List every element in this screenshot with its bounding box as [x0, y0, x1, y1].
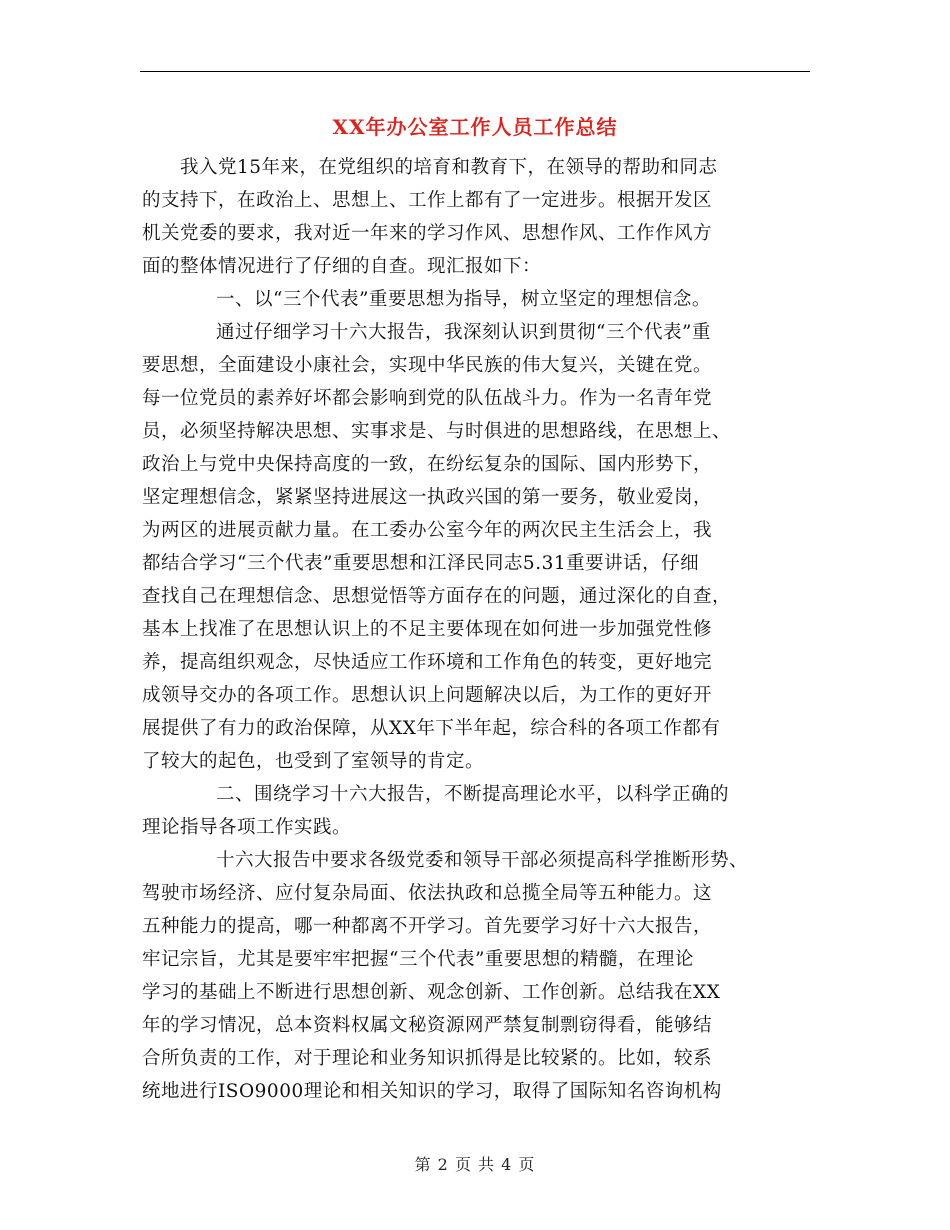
body-line: 通过仔细学习十六大报告，我深刻认识到贯彻“三个代表”重 — [216, 322, 711, 343]
body-line: 学习的基础上不断进行思想创新、观念创新、工作创新。总结我在XX — [142, 982, 721, 1003]
body-line: 五种能力的提高，哪一种都离不开学习。首先要学习好十六大报告， — [142, 916, 713, 937]
body-line: 坚定理想信念，紧紧坚持进展这一执政兴国的第一要务，敬业爱岗， — [142, 487, 713, 508]
body-line: 政治上与党中央保持高度的一致，在纷纭复杂的国际、国内形势下， — [142, 454, 713, 475]
body-line: 都结合学习“三个代表”重要思想和江泽民同志5.31重要讲话，仔细 — [142, 553, 700, 574]
body-line: 养，提高组织观念，尽快适应工作环境和工作角色的转变，更好地完 — [142, 652, 713, 673]
body-line: 成领导交办的各项工作。思想认识上问题解决以后，为工作的更好开 — [142, 685, 713, 706]
body-line: 我入党15年来，在党组织的培育和教育下，在领导的帮助和同志 — [180, 157, 718, 178]
header-rule — [140, 71, 810, 72]
section-heading: 一、以“三个代表”重要思想为指导，树立坚定的理想信念。 — [216, 289, 711, 310]
body-line: 了较大的起色，也受到了室领导的肯定。 — [142, 751, 485, 772]
page-number: 第 2 页 共 4 页 — [414, 1155, 536, 1174]
body-line: 基本上找准了在思想认识上的不足主要体现在如何进一步加强党性修 — [142, 619, 713, 640]
body-line: 要思想，全面建设小康社会，实现中华民族的伟大复兴，关键在党。 — [142, 355, 713, 376]
body-line: 为两区的进展贡献力量。在工委办公室今年的两次民主生活会上，我 — [142, 520, 713, 541]
body-line: 驾驶市场经济、应付复杂局面、依法执政和总揽全局等五种能力。这 — [142, 883, 713, 904]
section-heading: 二、围绕学习十六大报告，不断提高理论水平，以科学正确的 — [216, 784, 730, 805]
document-title: XX年办公室工作人员工作总结 — [332, 115, 618, 139]
section-heading-continued: 理论指导各项工作实践。 — [142, 817, 352, 838]
body-line: 的支持下，在政治上、思想上、工作上都有了一定进步。根据开发区 — [142, 190, 713, 211]
body-line: 牢记宗旨，尤其是要牢牢把握“三个代表”重要思想的精髓，在理论 — [142, 949, 694, 970]
body-line: 员，必须坚持解决思想、实事求是、与时俱进的思想路线，在思想上、 — [142, 421, 732, 442]
body-line: 统地进行ISO9000理论和相关知识的学习，取得了国际知名咨询机构 — [142, 1081, 722, 1102]
body-line: 查找自己在理想信念、思想觉悟等方面存在的问题，通过深化的自查， — [142, 586, 732, 607]
document-body — [142, 151, 812, 1108]
body-line: 十六大报告中要求各级党委和领导干部必须提高科学推断形势、 — [216, 850, 749, 871]
body-line: 机关党委的要求，我对近一年来的学习作风、思想作风、工作作风方 — [142, 223, 713, 244]
body-line: 面的整体情况进行了仔细的自查。现汇报如下： — [142, 256, 542, 277]
body-line: 每一位党员的素养好坏都会影响到党的队伍战斗力。作为一名青年党 — [142, 388, 713, 409]
body-line: 年的学习情况，总本资料权属文秘资源网严禁复制剽窃得看，能够结 — [142, 1015, 713, 1036]
body-line: 展提供了有力的政治保障，从XX年下半年起，综合科的各项工作都有 — [142, 718, 721, 739]
body-line: 合所负责的工作，对于理论和业务知识抓得是比较紧的。比如，较系 — [142, 1048, 713, 1069]
